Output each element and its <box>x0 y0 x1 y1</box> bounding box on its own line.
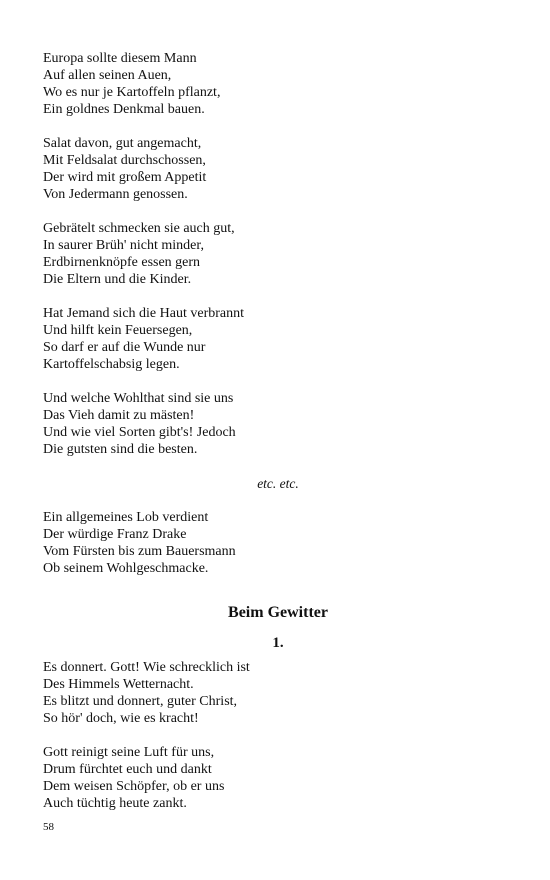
poem2-stanza-2 <box>43 744 513 812</box>
verse-line: Und welche Wohlthat sind sie uns <box>43 391 234 406</box>
poem1-stanza-3 <box>43 220 513 288</box>
etc-marker: etc. etc. <box>257 476 299 491</box>
poem1-stanza-2 <box>43 135 513 203</box>
verse-line: Ein allgemeines Lob verdient <box>43 510 209 525</box>
poem1-stanza-4 <box>43 305 513 373</box>
verse-line: Gott reinigt seine Luft für uns, <box>43 745 215 760</box>
verse-line: Auf allen seinen Auen, <box>43 68 172 83</box>
verse-line: Drum fürchtet euch und dankt <box>43 762 212 777</box>
text-column <box>43 50 513 812</box>
verse-line: Das Vieh damit zu mästen! <box>43 408 195 423</box>
title-gap <box>43 623 513 633</box>
verse-line: Auch tüchtig heute zankt. <box>43 796 187 811</box>
poem1-stanza-5 <box>43 390 513 458</box>
stanza-gap <box>43 373 513 390</box>
verse-line: Die Eltern und die Kinder. <box>43 272 192 287</box>
poem-title: Beim Gewitter <box>228 604 328 621</box>
stanza-gap <box>43 492 513 509</box>
poem1-stanza-1 <box>43 50 513 118</box>
verse-line: Es blitzt und donnert, guter Christ, <box>43 694 238 709</box>
verse-line: Wo es nur je Kartoffeln pflanzt, <box>43 85 221 100</box>
page-number: 58 <box>43 821 54 833</box>
stanza-gap <box>43 727 513 744</box>
poem-number: 1. <box>272 635 284 651</box>
poem2-stanza-1 <box>43 659 513 727</box>
stanza-gap <box>43 458 513 475</box>
verse-line: Von Jedermann genossen. <box>43 187 188 202</box>
verse-line: Kartoffelschabsig legen. <box>43 357 180 372</box>
verse-line: Der würdige Franz Drake <box>43 527 187 542</box>
verse-line: So hör' doch, wie es kracht! <box>43 711 199 726</box>
verse-line: Der wird mit großem Appetit <box>43 170 207 185</box>
verse-line: Es donnert. Gott! Wie schrecklich ist <box>43 660 250 675</box>
stanza-gap <box>43 203 513 220</box>
verse-line: Gebrätelt schmecken sie auch gut, <box>43 221 235 236</box>
verse-line: Die gutsten sind die besten. <box>43 442 198 457</box>
verse-line: So darf er auf die Wunde nur <box>43 340 206 355</box>
verse-line: Vom Fürsten bis zum Bauersmann <box>43 544 236 559</box>
verse-line: Erdbirnenknöpfe essen gern <box>43 255 201 270</box>
verse-line: Des Himmels Wetternacht. <box>43 677 194 692</box>
verse-line: Europa sollte diesem Mann <box>43 51 197 66</box>
poem1-final-stanza <box>43 509 513 577</box>
section-gap <box>43 577 513 603</box>
verse-line: Und wie viel Sorten gibt's! Jedoch <box>43 425 236 440</box>
verse-line: Dem weisen Schöpfer, ob er uns <box>43 779 225 794</box>
stanza-gap <box>43 288 513 305</box>
verse-line: In saurer Brüh' nicht minder, <box>43 238 204 253</box>
stanza-gap <box>43 118 513 135</box>
verse-line: Und hilft kein Feuersegen, <box>43 323 193 338</box>
verse-line: Hat Jemand sich die Haut verbrannt <box>43 306 244 321</box>
verse-line: Ein goldnes Denkmal bauen. <box>43 102 205 117</box>
verse-line: Salat davon, gut angemacht, <box>43 136 202 151</box>
verse-line: Ob seinem Wohlgeschmacke. <box>43 561 209 576</box>
verse-line: Mit Feldsalat durchschossen, <box>43 153 206 168</box>
